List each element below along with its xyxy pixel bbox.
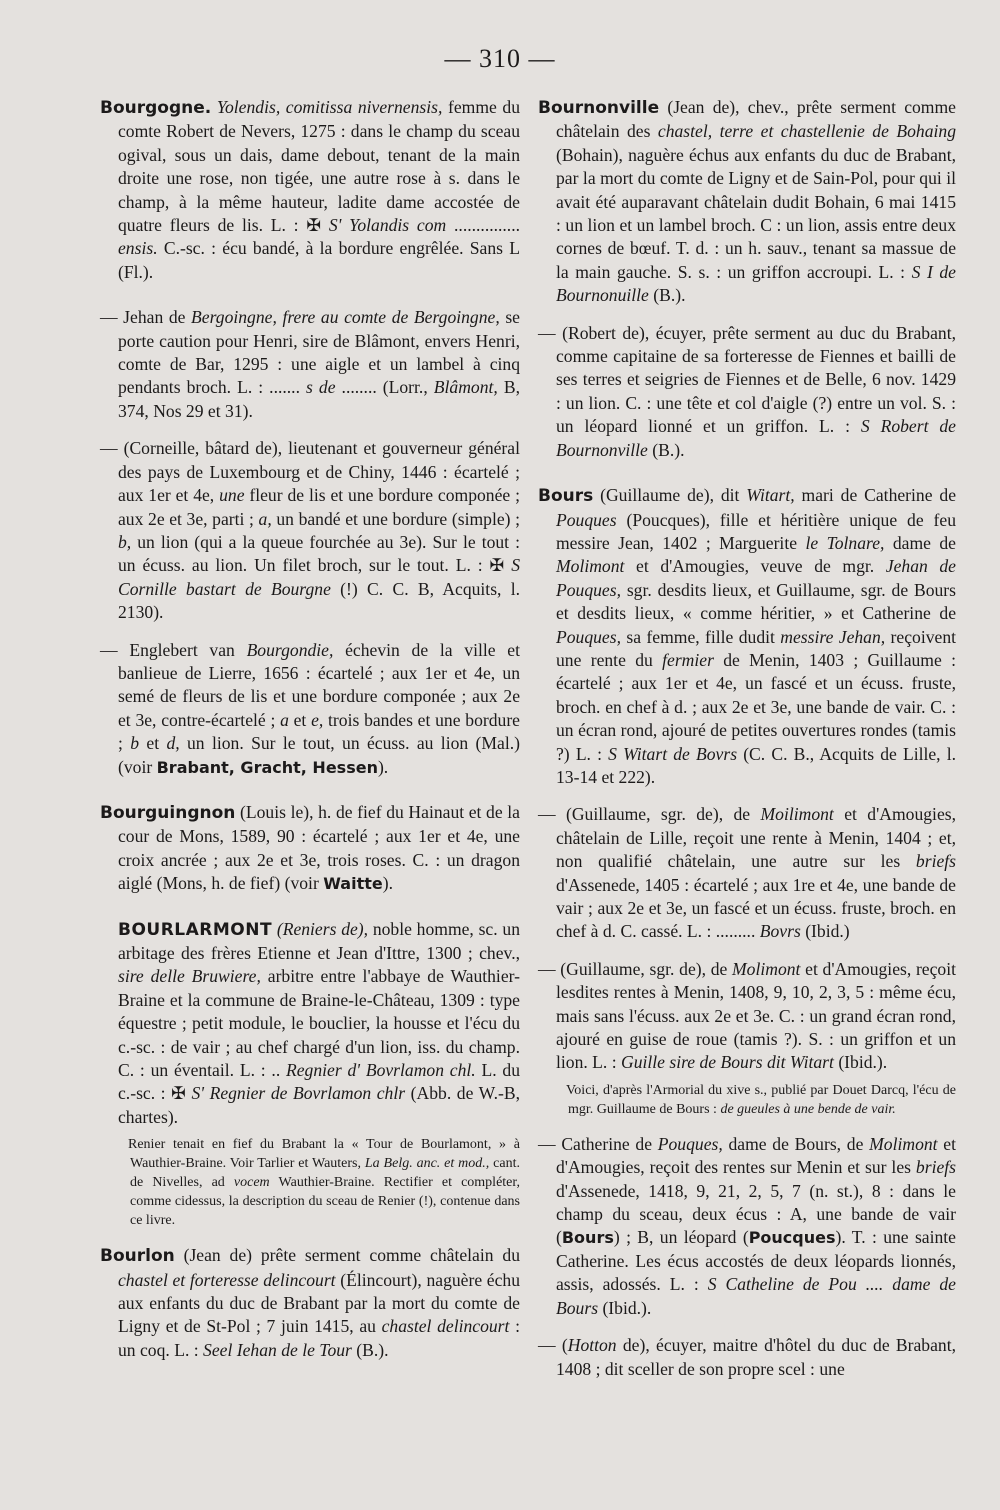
- entry-robert-de-bournonville: — (Robert de), écuyer, prête serment au duc du Brabant, comme capitaine de sa forteresse de Fiennes et bailli de ses terres et seigries de Fiennes et de Belle, 6 nov. 1429 : un lion. C. : une tête et col d'aigle (?) entre un vol. S. : un léopard lionné et un griffon. L. : S Robert de Bournonville (B.).: [538, 322, 956, 460]
- entry-heading: Bourlon: [100, 1246, 175, 1267]
- footnote-bours: Voici, d'après l'Armorial du xive s., publié par Douet Darcq, l'écu de mgr. Guillaume de Bours : de gueules à une bende de vair.: [566, 1082, 956, 1117]
- entry-heading: Bours: [538, 486, 594, 507]
- cross-reference: Bours: [561, 1228, 614, 1248]
- entry-heading: Bourguingnon: [100, 802, 236, 823]
- entry-englebert: — Englebert van Bourgondie, échevin de la ville et banlieue de Lierre, 1656 : écartelé ; aux 1er et 4e, un semé de fleurs de lis et une bordure componée ; aux 2e et 3e, contre-écartelé ; a et e, trois bandes et une bordure ; b et d, un lion. Sur le tout, un écuss. au lion (Mal.) (voir Brabant, Gracht, Hessen).: [100, 639, 520, 777]
- entry-bournonville: Bournonville (Jean de), chev., prête serment comme châtelain des chastel, terre et chastellenie de Bohaing (Bohain), naguère échus aux enfants du duc de Brabant, par la mort du comte de Ligny et de Sain-Pol, pour qui il avait été auparavant châtelain dudit Bohain, 6 mai 1415 : un lion et un lambel broch. C : un lion, assis entre deux cornes de bœuf. T. d. : un h. sauv., tenant sa massue de la main gauche. S. s. : un griffon accroupi. L. : S I de Bournonuille (B.).: [538, 97, 956, 306]
- entry-bourlon: Bourlon (Jean de) prête serment comme châtelain du chastel et forteresse delincourt (Élincourt), naguère échu aux enfants du duc de Brabant par la mort du comte de Ligny et de St-Pol ; 7 juin 1415, au chastel delincourt : un coq. L. : Seel Iehan de le Tour (B.).: [100, 1245, 521, 1360]
- cross-reference: Poucques: [748, 1228, 836, 1248]
- entry-hotton: — (Hotton de), écuyer, maitre d'hôtel du duc de Brabant, 1408 ; dit sceller de son propre scel : une: [538, 1335, 956, 1379]
- entry-heading: Bournonville: [538, 98, 660, 118]
- entry-bourguingnon: Bourguingnon (Louis le), h. de fief du Hainaut et de la cour de Mons, 1589, 90 : écartelé ; aux 1er et 4e, une croix ancrée ; aux 2e et 3e, trois roses. C. : un dragon aiglé (Mons, h. de fief) (voir Waitte).: [100, 801, 520, 894]
- entry-heading: Bourgogne.: [100, 98, 212, 118]
- entry-guillaume-1408: — (Guillaume, sgr. de), de Molimont et d'Amougies, reçoit lesdites rentes à Menin, 1408, 9, 10, 2, 3, 5 : même écu, mais sans l'écuss. aux 2e et 3e. C. : un grand écran rond, ajouré en guise de roue (tamis ?). S. : un griffon et un lion. L. : Guille sire de Bours dit Witart (Ibid.).: [538, 958, 956, 1073]
- footnote-bourlarmont: Renier tenait en fief du Brabant la « Tour de Bourlamont, » à Wauthier-Braine. Voir Tarlier et Wauters, La Belg. anc. et mod., cant. de Nivelles, ad vocem Wauthier-Braine. Rectifier et compléter, comme cidessus, la description du sceau de Renier (!), contenue dans ce livre.: [128, 1137, 520, 1229]
- cross-reference: Waitte: [323, 874, 383, 894]
- entry-bours: Bours (Guillaume de), dit Witart, mari de Catherine de Pouques (Poucques), fille et héritière unique de feu messire Jean, 1402 ; Marguerite le Tolnare, dame de Molimont et d'Amougies, veuve de mgr. Jehan de Pouques, sgr. desdits lieux, et Guillaume, sgr. de Bours et desdits lieux, « comme héritier, » et Catherine de Pouques, sa femme, fille dudit messire Jehan, reçoivent une rente du fermier de Menin, 1403 ; Guillaume : écartelé ; aux 1er et 4e, un fascé et un écuss. fruste, broch. en chef à d. ; aux 2e et 3e, une bande de vair. C. : un écran rond, ajouré de petites ouvertures rondes (tamis ?) L. : S Witart de Bovrs (C. C. B., Acquits de Lille, l. 13-14 et 222).: [538, 485, 957, 787]
- left-column: [100, 96, 520, 1376]
- entry-catherine-de-pouques: — Catherine de Pouques, dame de Bours, de Molimont et d'Amougies, reçoit des rentes sur Menin et sur les briefs d'Assenede, 1418, 9, 21, 2, 5, 7 (n. st.), 8 : dans le champ du sceau, deux écus : A, une bande de vair (Bours) ; B, un léopard (Poucques). T. : une sainte Catherine. Les écus accostés de deux léopards lionnés, assis, adossés. L. : S Catheline de Pou .... dame de Bours (Ibid.).: [538, 1133, 956, 1318]
- entry-guillaume-1404: — (Guillaume, sgr. de), de Moilimont et d'Amougies, châtelain de Lille, reçoit une rente à Menin, 1404 ; et, non qualifié châtelain, une autre sur les briefs d'Assenede, 1405 : écartelé ; aux 1re et 4e, une bande de vair ; aux 2e et 3e, un fascé et un écuss. fruste, broch. en chef à d. C. cassé. L. : ......... Bovrs (Ibid.): [538, 804, 956, 942]
- entry-jehan-de-bergoingne: — Jehan de Bergoingne, frere au comte de Bergoingne, se porte caution pour Henri, sire de Blâmont, envers Henri, comte de Bar, 1295 : une aigle et un lambel à cinq pendants broch. L. : ....... s de ........ (Lorr., Blâmont, B, 374, Nos 29 et 31).: [100, 307, 520, 421]
- page-number: — 310 —: [444, 44, 556, 73]
- entry-heading: BOURLARMONT: [118, 919, 273, 940]
- entry-bourgogne: Bourgogne. Yolendis, comitissa nivernensis, femme du comte Robert de Nevers, 1275 : dans le champ du sceau ogival, sous un dais, dame debout, tenant de la main droite une rose, non tigée, une autre rose à s. dans le champ, à la même hauteur, ladite dame accostée de quatre fleurs de lis. L. : ✠ S' Yolandis com ............... ensis. C.-sc. : écu bandé, à la bordure engrêlée. Sans L (Fl.).: [100, 97, 520, 282]
- cross-reference: Brabant, Gracht, Hessen: [156, 757, 378, 777]
- entry-bourlarmont: BOURLARMONT (Reniers de), noble homme, sc. un arbitage des frères Etienne et Jean d'Ittre, 1300 ; chev., sire delle Bruwiere, arbitre entre l'abbaye de Wauthier-Braine et la commune de Braine-le-Château, 1309 : type équestre ; petit module, le bouclier, la housse et l'écu du c.-sc. : de vair ; au chef chargé d'un lion, iss. du champ. C. : un éventail. L. : .. Regnier d' Bovrlamon chl. L. du c.-sc. : ✠ S' Regnier de Bovrlamon chlr (Abb. de W.-B, chartes).: [118, 918, 521, 1127]
- right-column: [538, 96, 956, 1395]
- entry-corneille: — (Corneille, bâtard de), lieutenant et gouverneur général des pays de Luxembourg et de Chiny, 1446 : écartelé ; aux 1er et 4e, une fleur de lis et une bordure componée ; aux 2e et 3e, parti ; a, un bandé et une bordure (simple) ; b, un lion (qui a la queue fourchée au 3e). Sur le tout : un écuss. au lion. Un filet broch, sur le tout. L. : ✠ S Cornille bastart de Bourgne (!) C. C. B, Acquits, l. 2130).: [100, 438, 521, 623]
